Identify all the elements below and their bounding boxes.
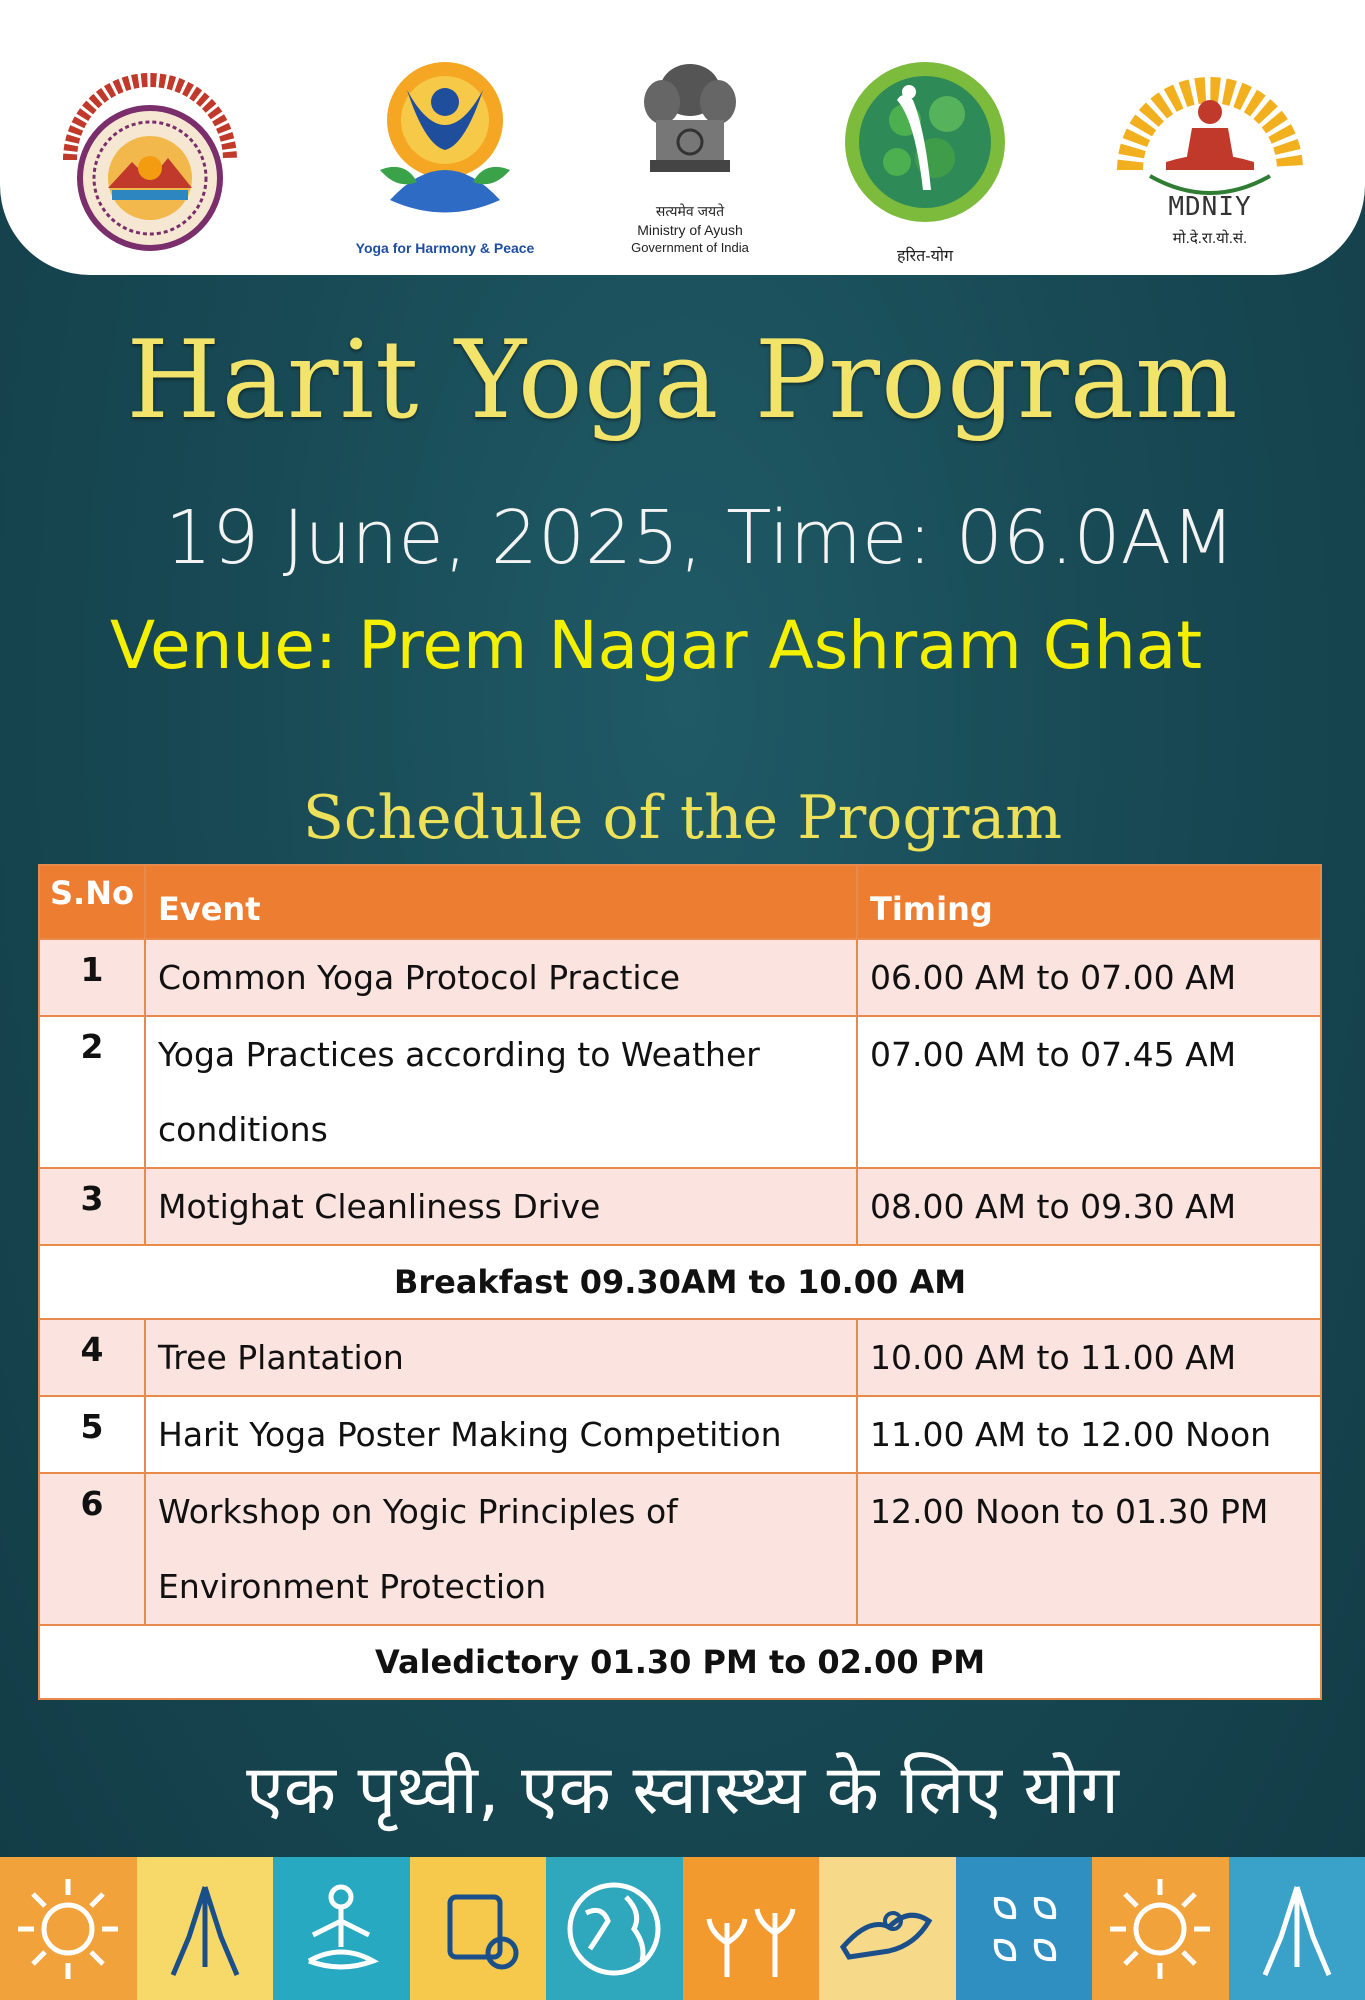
government-caption: Government of India	[631, 240, 749, 255]
plant-sprouts-icon	[683, 1857, 820, 2000]
column-header-sno: S.No	[39, 865, 145, 939]
row-event: Yoga Practices according to Weather conditions	[145, 1016, 857, 1168]
row-sno: 1	[39, 939, 145, 1016]
row-sno: 4	[39, 1319, 145, 1396]
row-sno: 5	[39, 1396, 145, 1473]
yoga-mat-icon	[410, 1857, 547, 2000]
ashoka-emblem	[590, 50, 790, 260]
mdniy-logo	[1110, 50, 1310, 260]
idy-caption: Yoga for Harmony & Peace	[355, 240, 535, 256]
hindi-slogan: एक पृथ्वी, एक स्वास्थ्य के लिए योग	[246, 1751, 1119, 1830]
row-sno: 6	[39, 1473, 145, 1625]
row-timing: 06.00 AM to 07.00 AM	[857, 939, 1321, 1016]
harit-yoga-logo	[825, 50, 1025, 265]
logo-header	[0, 0, 1365, 275]
schedule-table	[38, 864, 1322, 1700]
satyameva-jayate: सत्यमेव जयते	[655, 203, 725, 219]
table-row	[39, 939, 1321, 1016]
row-timing: 12.00 Noon to 01.30 PM	[857, 1473, 1321, 1625]
break-row-valedictory	[39, 1625, 1321, 1699]
row-event: Harit Yoga Poster Making Competition	[145, 1396, 857, 1473]
row-timing: 10.00 AM to 11.00 AM	[857, 1319, 1321, 1396]
row-event: Tree Plantation	[145, 1319, 857, 1396]
table-row	[39, 1168, 1321, 1245]
row-timing: 07.00 AM to 07.45 AM	[857, 1016, 1321, 1168]
sun-icon	[1092, 1857, 1229, 2000]
sun-icon	[0, 1857, 137, 2000]
mudra-hand-icon	[819, 1857, 956, 2000]
table-row	[39, 1016, 1321, 1168]
table-row	[39, 1396, 1321, 1473]
footer-icon-band	[0, 1857, 1365, 2000]
mdniy-acronym: MDNIY	[1168, 192, 1252, 222]
mdniy-caption: मो.दे.रा.यो.सं.	[1172, 230, 1248, 247]
column-header-timing: Timing	[857, 865, 1321, 939]
table-row	[39, 1473, 1321, 1625]
column-header-event: Event	[145, 865, 857, 939]
row-event: Common Yoga Protocol Practice	[145, 939, 857, 1016]
leaves-icon	[956, 1857, 1093, 2000]
harit-yoga-caption: हरित-योग	[896, 248, 954, 265]
row-event: Workshop on Yogic Principles of Environment Protection	[145, 1473, 857, 1625]
globe-icon	[546, 1857, 683, 2000]
row-sno: 2	[39, 1016, 145, 1168]
namaste-hands-icon	[137, 1857, 274, 2000]
table-row	[39, 1319, 1321, 1396]
gurukul-kangri-emblem	[50, 50, 250, 260]
break-row-breakfast	[39, 1245, 1321, 1319]
valedictory-label: Valedictory 01.30 PM to 02.00 PM	[39, 1625, 1321, 1699]
ministry-caption: Ministry of Ayush	[637, 222, 743, 238]
program-title: Harit Yoga Program	[126, 318, 1239, 443]
row-timing: 11.00 AM to 12.00 Noon	[857, 1396, 1321, 1473]
international-day-of-yoga-logo	[345, 50, 545, 260]
program-venue: Venue: Prem Nagar Ashram Ghat	[110, 607, 1203, 684]
breakfast-label: Breakfast 09.30AM to 10.00 AM	[39, 1245, 1321, 1319]
row-sno: 3	[39, 1168, 145, 1245]
meditation-icon	[273, 1857, 410, 2000]
table-header-row	[39, 865, 1321, 939]
namaste-hands-icon	[1229, 1857, 1365, 2000]
program-date-time: 19 June, 2025, Time: 06.0AM	[165, 495, 1236, 581]
row-event: Motighat Cleanliness Drive	[145, 1168, 857, 1245]
schedule-heading: Schedule of the Program	[302, 783, 1063, 853]
row-timing: 08.00 AM to 09.30 AM	[857, 1168, 1321, 1245]
